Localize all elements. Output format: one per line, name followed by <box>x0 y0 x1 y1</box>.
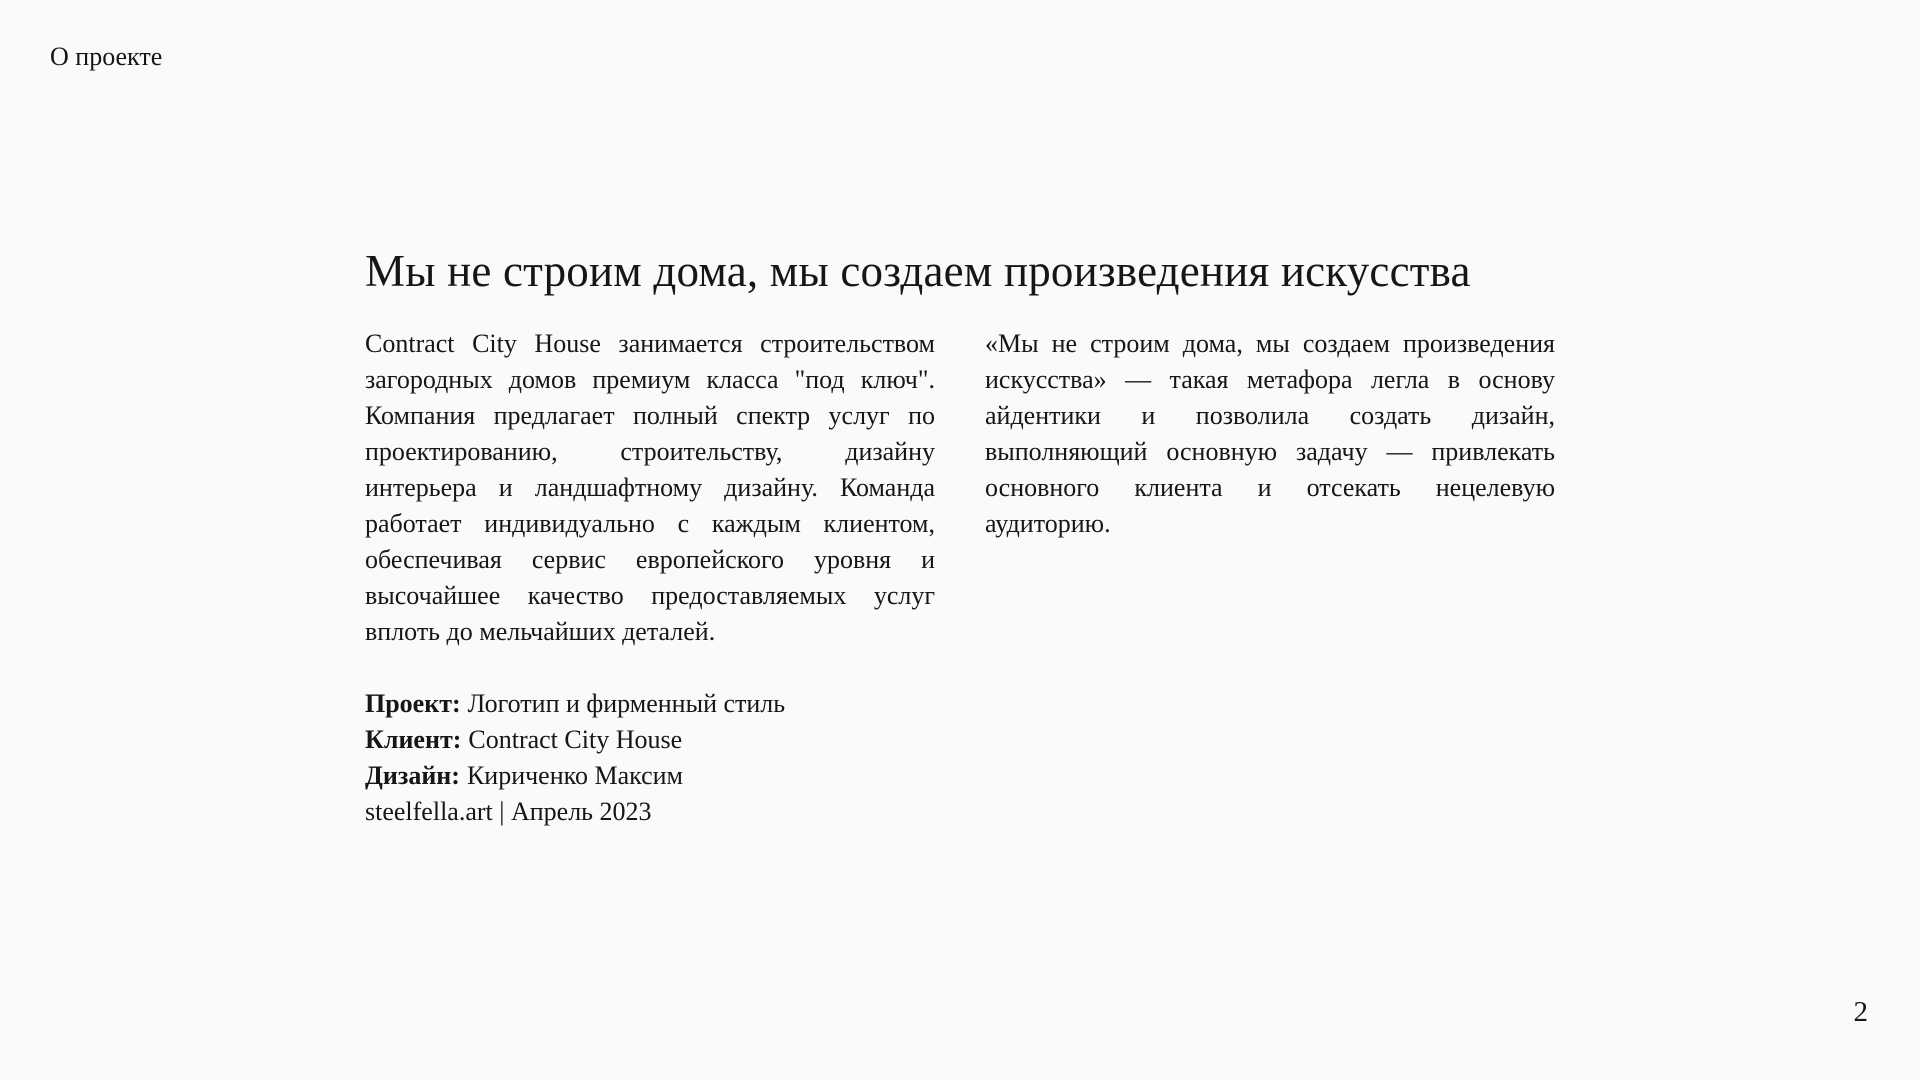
right-column <box>985 326 1555 830</box>
two-column-layout <box>365 326 1555 830</box>
project-detail-row <box>365 686 935 722</box>
project-details <box>365 686 935 830</box>
detail-label: Клиент: <box>365 725 462 754</box>
page-title: Мы не строим дома, мы создаем произведения искусства <box>365 246 1471 296</box>
detail-value: Contract City House <box>468 725 683 754</box>
detail-label: Дизайн: <box>365 761 460 790</box>
detail-value: Логотип и фирменный стиль <box>467 689 786 718</box>
project-detail-row <box>365 722 935 758</box>
concept-paragraph: «Мы не строим дома, мы создаем произведения искусства» — такая метафора легла в основу айдентики и позволила создать дизайн, выполняющий основную задачу — привлекать основного клиента и отсекать нецелевую аудиторию. <box>985 329 1555 538</box>
project-detail-row <box>365 758 935 794</box>
about-paragraph: Contract City House занимается строительством загородных домов премиум класса "под ключ". Компания предлагает полный спектр услуг по проектированию, строительству, дизайну интерьера и ландшафтному дизайну. Команда работает индивидуально с каждым клиентом, обеспечивая сервис европейского уровня и высочайшее качество предоставляемых услуг вплоть до мельчайших деталей. <box>365 329 935 646</box>
section-label: О проекте <box>50 42 163 71</box>
left-column <box>365 326 935 830</box>
content-block <box>365 244 1555 830</box>
project-detail-row <box>365 794 935 830</box>
detail-value: Кириченко Максим <box>466 761 683 790</box>
detail-label: Проект: <box>365 689 461 718</box>
page-number: 2 <box>1853 996 1868 1028</box>
detail-value: steelfella.art | Апрель 2023 <box>365 797 652 826</box>
